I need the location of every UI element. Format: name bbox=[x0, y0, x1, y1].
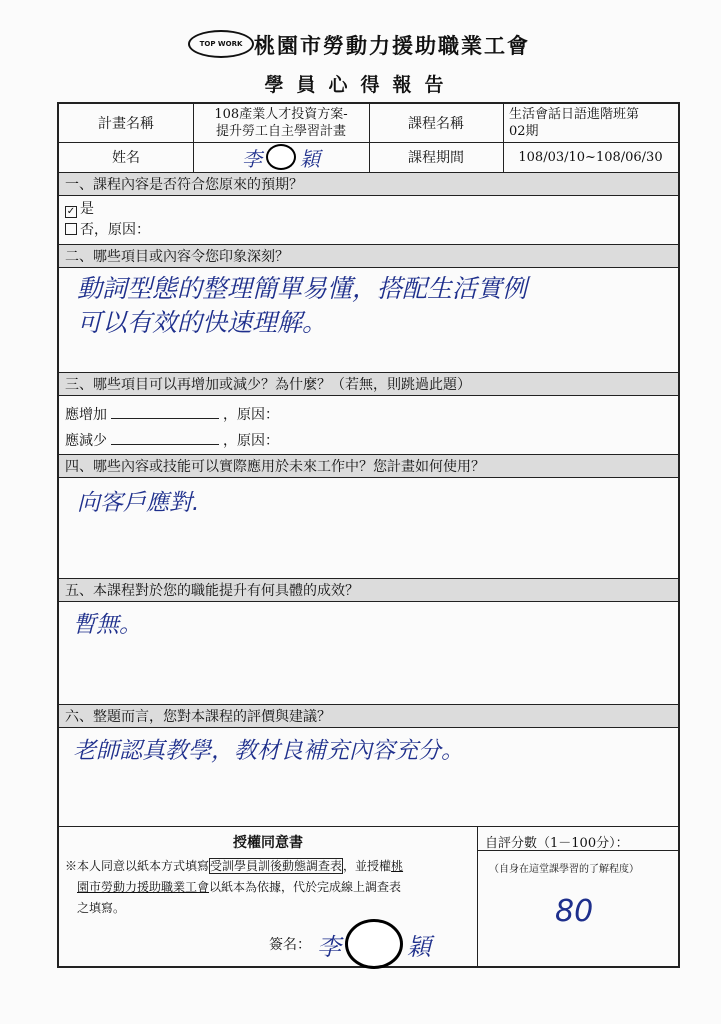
info-row-2 bbox=[59, 142, 678, 173]
q2-title: 二、哪些項目或內容令您印象深刻？ bbox=[59, 244, 678, 268]
q3-add-label: 應增加 bbox=[65, 407, 107, 423]
bottom-divider bbox=[59, 826, 678, 827]
score-note: （自身在這堂課學習的了解程度） bbox=[489, 864, 639, 875]
signature-char-left: 李 bbox=[317, 932, 341, 961]
q3-title: 三、哪些項目可以再增加或減少？為什麼？（若無，則跳過此題） bbox=[59, 372, 678, 396]
q1-title: 一、課程內容是否符合您原來的預期？ bbox=[59, 172, 678, 196]
q2-answer-line1: 動詞型態的整理簡單易懂，搭配生活實例 bbox=[77, 274, 528, 303]
signature-label: 簽名： bbox=[269, 937, 311, 953]
consent-underlined-1: 受訓學員訓後動態調查表 bbox=[210, 859, 343, 873]
plan-value-line1: 108產業人才投資方案- bbox=[214, 107, 348, 122]
redaction-mark bbox=[266, 144, 296, 170]
q1-yes-option[interactable] bbox=[65, 199, 150, 220]
q3-reduce-field[interactable] bbox=[111, 432, 219, 445]
consent-text-3: 以紙本為依據，代於完成線上調查表 bbox=[209, 880, 402, 894]
plan-value-line2: 提升勞工自主學習計畫 bbox=[215, 124, 346, 139]
name-char-left: 李 bbox=[242, 146, 262, 171]
consent-text-4: 之填寫。 bbox=[77, 901, 126, 915]
name-label: 姓名 bbox=[59, 142, 194, 172]
signature-row bbox=[269, 919, 431, 969]
checked-box-icon[interactable]: ✓ bbox=[66, 206, 76, 217]
consent-text-2: ，並授權 bbox=[343, 859, 392, 873]
q6-answer: 老師認真教學，教材良補充內容充分。 bbox=[73, 738, 464, 764]
q3-reduce-row bbox=[65, 430, 279, 450]
q1-no-option[interactable] bbox=[65, 220, 150, 241]
signature-char-right: 穎 bbox=[407, 932, 431, 961]
q1-answer bbox=[65, 199, 150, 241]
course-value-line1: 生活會話日語進階班第 bbox=[509, 107, 640, 122]
q3-add-reason-label: ，原因： bbox=[223, 407, 279, 423]
report-form bbox=[57, 102, 680, 968]
q1-yes-label: 是 bbox=[80, 201, 94, 217]
signature-redaction-mark bbox=[345, 919, 403, 969]
q3-reduce-label: 應減少 bbox=[65, 433, 107, 449]
course-label: 課程名稱 bbox=[369, 104, 504, 142]
org-logo: TOP WORK bbox=[188, 30, 254, 58]
q1-no-label: 否，原因： bbox=[80, 222, 150, 238]
q4-answer: 向客戶應對. bbox=[77, 490, 200, 516]
consent-text-1: ※本人同意以紙本方式填寫 bbox=[65, 859, 210, 873]
q3-reduce-reason-label: ，原因： bbox=[223, 433, 279, 449]
consent-score-divider bbox=[477, 826, 478, 966]
period-label: 課程期間 bbox=[369, 142, 504, 172]
q3-add-row bbox=[65, 404, 279, 424]
info-row-1 bbox=[59, 104, 678, 143]
form-title: 學員心得報告 bbox=[264, 74, 457, 96]
q2-answer bbox=[77, 272, 527, 340]
plan-label: 計畫名稱 bbox=[59, 104, 194, 142]
plan-value bbox=[193, 104, 370, 142]
q5-title: 五、本課程對於您的職能提升有何具體的成效？ bbox=[59, 578, 678, 602]
q3-add-field[interactable] bbox=[111, 406, 219, 419]
consent-underlined-2b: 園市勞動力援助職業工會 bbox=[77, 880, 210, 894]
course-value bbox=[503, 104, 678, 142]
score-value: 80 bbox=[555, 894, 594, 929]
checkbox-icon[interactable] bbox=[65, 223, 77, 235]
q6-title: 六、整題而言，您對本課程的評價與建議？ bbox=[59, 704, 678, 728]
name-char-right: 穎 bbox=[300, 146, 320, 171]
q5-answer: 暫無。 bbox=[73, 612, 142, 638]
score-title: 自評分數（1－100分）： bbox=[485, 836, 629, 851]
org-name: 桃園市勞動力援助職業工會 bbox=[254, 34, 530, 58]
q2-answer-line2: 可以有效的快速理解。 bbox=[77, 308, 328, 337]
consent-body bbox=[65, 856, 471, 919]
consent-title: 授權同意書 bbox=[233, 835, 303, 851]
consent-underlined-2a: 桃 bbox=[391, 859, 404, 873]
period-value: 108/03/10~108/06/30 bbox=[518, 149, 663, 165]
name-value bbox=[193, 142, 370, 172]
course-value-line2: 02期 bbox=[509, 124, 539, 139]
q4-title: 四、哪些內容或技能可以實際應用於未來工作中？您計畫如何使用？ bbox=[59, 454, 678, 478]
